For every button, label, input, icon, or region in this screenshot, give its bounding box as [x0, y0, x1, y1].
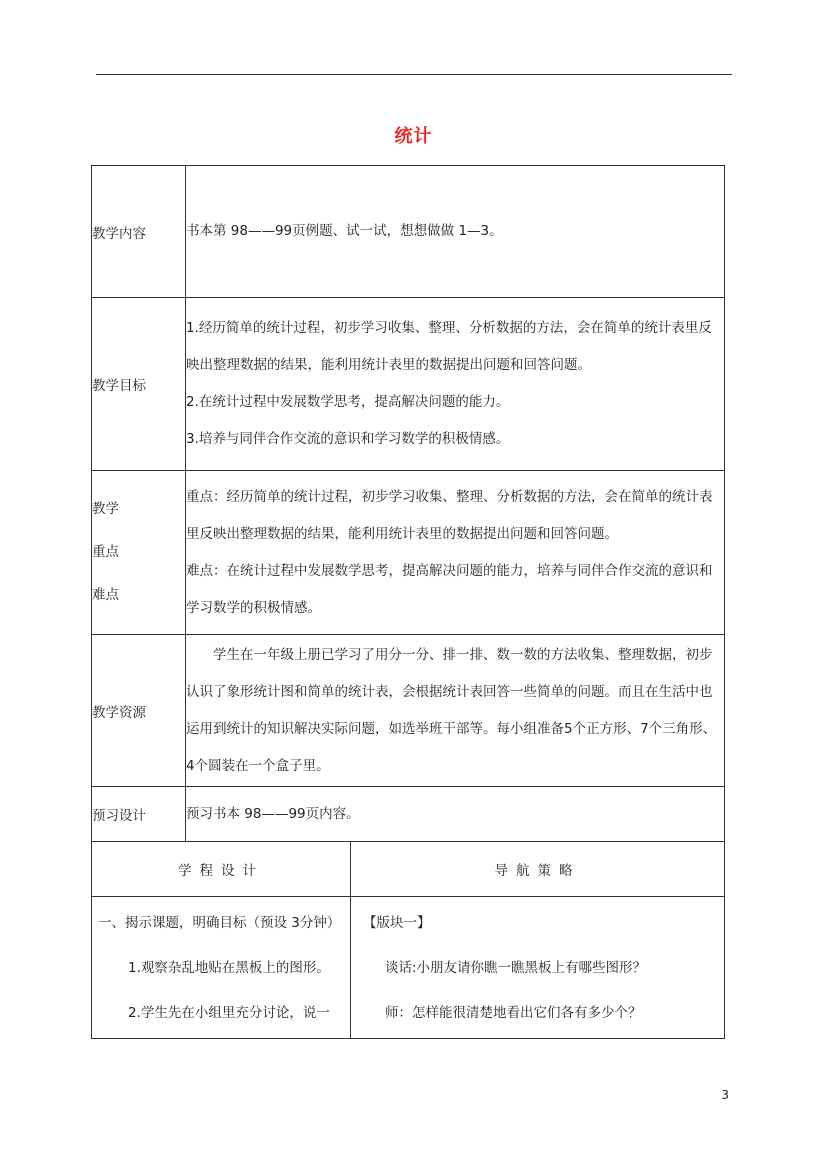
header-rule [96, 74, 732, 75]
strategy-line: 【版块一】 [363, 915, 431, 931]
learning-design-cell [92, 897, 351, 1039]
value-preview-design: 预习书本 98——99页内容。 [186, 787, 725, 842]
value-teaching-goals [186, 298, 725, 471]
value-key-points [186, 471, 725, 635]
strategy-line: 谈话:小朋友请你瞧一瞧黑板上有哪些图形？ [385, 960, 647, 976]
label-teaching-content: 教学内容 [92, 166, 186, 298]
design-line: 1.观察杂乱地贴在黑板上的图形。 [128, 960, 330, 976]
label-teaching-resources: 教学资源 [92, 635, 186, 787]
header-learning-design: 学程设计 [92, 842, 351, 897]
key-point: 重点：经历简单的统计过程，初步学习收集、整理、分析数据的方法，会在简单的统计表里反映出整理数据的结果，能利用统计表里的数据提出问题和回答问题。 [186, 488, 713, 542]
lesson-plan-table [91, 165, 725, 1039]
header-guidance-strategy: 导航策略 [351, 842, 725, 897]
label-line: 重点 [92, 544, 119, 560]
goal-item: 1.经历简单的统计过程，初步学习收集、整理、分析数据的方法，会在简单的统计表里反映出整理数据的结果，能利用统计表里的数据提出问题和回答问题。 [186, 320, 712, 373]
value-teaching-resources [186, 635, 725, 787]
row-teaching-content [92, 166, 725, 298]
row-teaching-goals [92, 298, 725, 471]
label-line: 难点 [92, 587, 119, 603]
design-line: 2.学生先在小组里充分讨论，说一 [128, 1005, 330, 1021]
design-line: 一、揭示课题，明确目标（预设 3分钟） [98, 915, 341, 931]
guidance-strategy-cell [351, 897, 725, 1039]
label-key-points [92, 471, 186, 635]
row-teaching-resources [92, 635, 725, 787]
label-teaching-goals: 教学目标 [92, 298, 186, 471]
goal-item: 3.培养与同伴合作交流的意识和学习数学的积极情感。 [186, 431, 510, 447]
label-preview-design: 预习设计 [92, 787, 186, 842]
resources-text: 学生在一年级上册已学习了用分一分、排一排、数一数的方法收集、整理数据，初步认识了象形统计图和简单的统计表，会根据统计表回答一些简单的问题。而且在生活中也运用到统计的知识解决实际问题，如选举班干部等。每小组准备5个正方形、7个三角形、4个圆装在一个盒子里。 [186, 646, 717, 774]
page-title: 统计 [394, 126, 433, 147]
goal-item: 2.在统计过程中发展数学思考，提高解决问题的能力。 [186, 394, 510, 410]
label-line: 教学 [92, 501, 119, 517]
page-number: 3 [721, 1088, 729, 1102]
row-preview-design [92, 787, 725, 842]
strategy-line: 师：怎样能很清楚地看出它们各有多少个？ [385, 1005, 642, 1021]
row-design-headers [92, 842, 725, 897]
difficult-point: 难点：在统计过程中发展数学思考，提高解决问题的能力，培养与同伴合作交流的意识和学习数学的积极情感。 [186, 562, 713, 616]
value-teaching-content: 书本第 98——99页例题、试一试，想想做做 1—3。 [186, 166, 725, 298]
row-design-body [92, 897, 725, 1039]
row-key-points [92, 471, 725, 635]
